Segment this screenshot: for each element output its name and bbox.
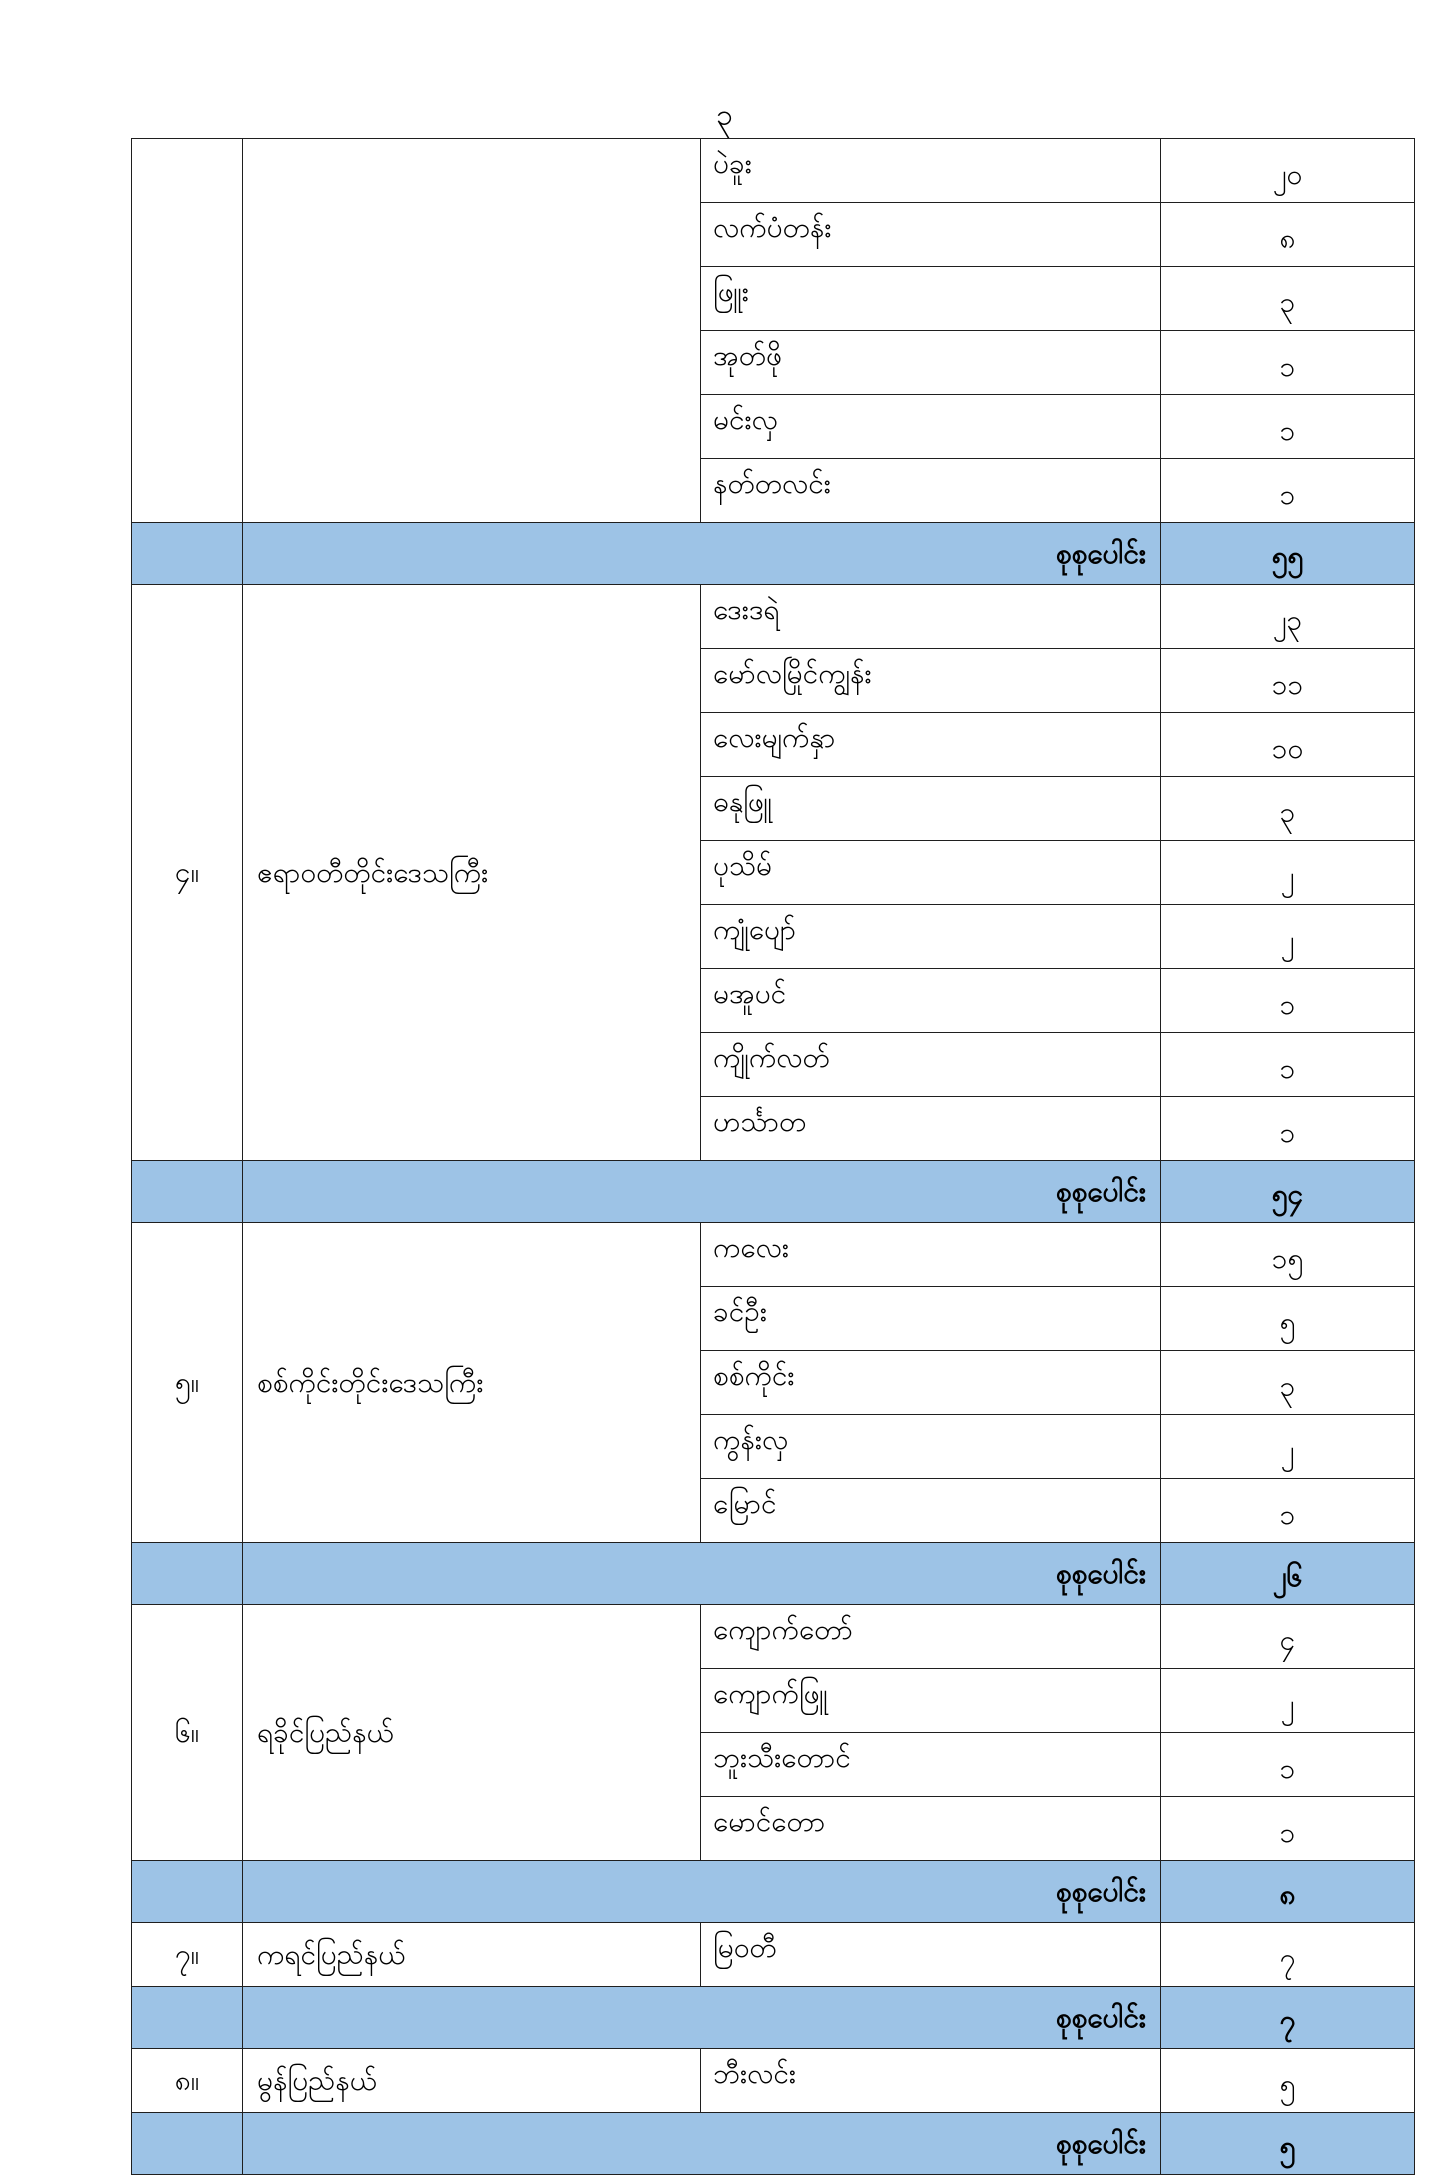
township-count: ၂၀ [1161,139,1415,203]
township-count: ၁ [1161,1733,1415,1797]
total-label: စုစုပေါင်း [243,2113,1161,2175]
section-number: ၄။ [132,585,243,1161]
township-name: ကျောက်ဖြူ [713,1677,828,1710]
table-row [132,1223,1415,1287]
township-name: ခင်ဦး [713,1295,767,1328]
township-count: ၂ [1161,841,1415,905]
total-value: ၈ [1161,1861,1415,1923]
section-number: ၇။ [132,1923,243,1987]
township-cell [701,1479,1161,1543]
township-name: ဖြူး [713,275,749,308]
township-cell [701,585,1161,649]
township-name: မြဝတီ [713,1931,777,1964]
total-value: ၇ [1161,1987,1415,2049]
township-count: ၁ [1161,1479,1415,1543]
township-cell [701,713,1161,777]
township-name: လက်ပံတန်း [713,211,832,244]
township-name: မြောင် [713,1487,777,1520]
township-name: မင်းလှ [713,403,778,436]
total-label: စုစုပေါင်း [243,1543,1161,1605]
township-count-table [131,138,1415,2175]
region-name: စစ်ကိုင်းတိုင်းဒေသကြီး [243,1223,701,1543]
township-count: ၂ [1161,1415,1415,1479]
section-number: ၆။ [132,1605,243,1861]
township-count: ၇ [1161,1923,1415,1987]
table-row [132,585,1415,649]
total-row [132,1861,1415,1923]
township-count: ၅ [1161,2049,1415,2113]
township-count: ၁ [1161,1033,1415,1097]
section-number: ၅။ [132,1223,243,1543]
township-count: ၁ [1161,1097,1415,1161]
township-cell [701,969,1161,1033]
township-cell [701,1733,1161,1797]
township-cell [701,1415,1161,1479]
section-number: ၈။ [132,2049,243,2113]
township-cell [701,649,1161,713]
township-count: ၃ [1161,1351,1415,1415]
township-count: ၁ [1161,331,1415,395]
total-value: ၂၆ [1161,1543,1415,1605]
township-name: မော်လမြိုင်ကျွန်း [713,657,872,690]
township-cell [701,1923,1161,1987]
township-count: ၂၃ [1161,585,1415,649]
section-number [132,139,243,523]
township-count: ၁၀ [1161,713,1415,777]
total-row [132,1161,1415,1223]
township-cell [701,1605,1161,1669]
region-name: မွန်ပြည်နယ် [243,2049,701,2113]
township-name: ကျုံပျော် [713,913,796,946]
township-name: ပုသိမ် [713,849,773,882]
township-name: ဟင်္သာတ [713,1105,807,1138]
region-name: ဧရာဝတီတိုင်းဒေသကြီး [243,585,701,1161]
township-name: မောင်တော [713,1805,826,1838]
township-name: စစ်ကိုင်း [713,1359,795,1392]
township-cell [701,267,1161,331]
township-cell [701,905,1161,969]
township-cell [701,203,1161,267]
township-name: ကွန်းလှ [713,1423,789,1456]
township-cell [701,459,1161,523]
township-count: ၄ [1161,1605,1415,1669]
table-row [132,1605,1415,1669]
total-value: ၅၅ [1161,523,1415,585]
township-count: ၁ [1161,1797,1415,1861]
total-label: စုစုပေါင်း [243,523,1161,585]
table-body [132,139,1415,2175]
township-cell [701,1097,1161,1161]
table-row [132,2049,1415,2113]
township-name: ကျိုက်လတ် [713,1041,830,1074]
township-name: ကျောက်တော် [713,1613,853,1646]
township-name: အုတ်ဖို [713,339,782,372]
total-row-blank [132,1543,243,1605]
township-cell [701,841,1161,905]
township-count: ၁ [1161,459,1415,523]
township-cell [701,395,1161,459]
township-cell [701,1033,1161,1097]
township-name: မအူပင် [713,977,787,1010]
table-row [132,1923,1415,1987]
township-count: ၁၅ [1161,1223,1415,1287]
total-row [132,523,1415,585]
township-count: ၁ [1161,969,1415,1033]
township-cell [701,777,1161,841]
total-row [132,2113,1415,2175]
township-count: ၃ [1161,777,1415,841]
total-row [132,1987,1415,2049]
region-name: ကရင်ပြည်နယ် [243,1923,701,1987]
township-cell [701,2049,1161,2113]
total-label: စုစုပေါင်း [243,1161,1161,1223]
township-name: ဘီးလင်း [713,2057,796,2090]
region-name: ရခိုင်ပြည်နယ် [243,1605,701,1861]
township-name: ဓနုဖြူ [713,785,772,818]
township-cell [701,1351,1161,1415]
total-row-blank [132,1161,243,1223]
total-label: စုစုပေါင်း [243,1987,1161,2049]
page-number: ၃ [716,98,733,133]
total-value: ၅ [1161,2113,1415,2175]
township-cell [701,331,1161,395]
township-cell [701,1669,1161,1733]
township-name: လေးမျက်နှာ [713,721,836,754]
table-row [132,139,1415,203]
total-row-blank [132,1861,243,1923]
township-cell [701,1797,1161,1861]
township-count: ၂ [1161,905,1415,969]
township-name: နတ်တလင်း [713,467,831,500]
township-count: ၂ [1161,1669,1415,1733]
total-row [132,1543,1415,1605]
township-name: ပဲခူး [713,147,752,180]
total-row-blank [132,2113,243,2175]
region-name [243,139,701,523]
township-cell [701,139,1161,203]
township-count: ၈ [1161,203,1415,267]
township-count: ၃ [1161,267,1415,331]
total-row-blank [132,523,243,585]
township-count: ၁ [1161,395,1415,459]
total-label: စုစုပေါင်း [243,1861,1161,1923]
township-count: ၁၁ [1161,649,1415,713]
total-row-blank [132,1987,243,2049]
township-cell [701,1287,1161,1351]
township-name: ဘူးသီးတောင် [713,1741,851,1774]
total-value: ၅၄ [1161,1161,1415,1223]
township-count: ၅ [1161,1287,1415,1351]
township-cell [701,1223,1161,1287]
township-name: ဒေးဒရဲ [713,593,780,626]
township-name: ကလေး [713,1231,789,1264]
